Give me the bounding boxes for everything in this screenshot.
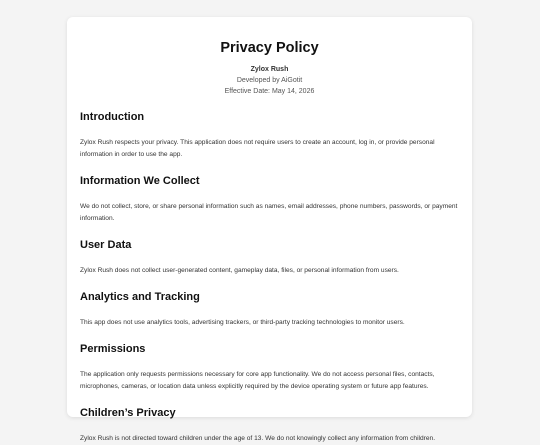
section-heading: Analytics and Tracking	[80, 291, 200, 303]
section-body: Zylox Rush is not directed toward children under the age of 13. We do not knowingly collect any information from children.	[80, 435, 436, 442]
section-body: Zylox Rush respects your privacy. This application does not require users to create an account, log in, or provide personal information in order to use the app.	[80, 139, 435, 158]
section-heading: Information We Collect	[80, 175, 200, 187]
section-body: This app does not use analytics tools, advertising trackers, or third-party tracking technologies to monitor users.	[80, 319, 405, 326]
section-introduction	[80, 111, 459, 161]
section-heading: Introduction	[80, 111, 145, 123]
effective-date: Effective Date: May 14, 2026	[224, 88, 315, 95]
section-permissions	[80, 343, 459, 393]
section-heading: Children’s Privacy	[80, 407, 176, 419]
policy-card	[67, 17, 472, 442]
section-heading: Permissions	[80, 343, 146, 355]
section-information-we-collect	[80, 175, 459, 225]
section-childrens-privacy	[80, 407, 459, 445]
section-analytics-and-tracking	[80, 291, 459, 329]
section-user-data	[80, 239, 459, 277]
section-body: The application only requests permissions necessary for core app functionality. We do not access personal files, contacts, microphones, cameras, or location data unless explicitly required by the device operating system or future app features.	[80, 371, 435, 390]
section-body: Zylox Rush does not collect user-generated content, gameplay data, files, or personal information from users.	[80, 267, 399, 274]
section-heading: User Data	[80, 239, 132, 251]
policy-header	[80, 39, 459, 97]
page-title: Privacy Policy	[220, 40, 319, 56]
developer-line: Developed by AiGotit	[236, 77, 303, 84]
section-body: We do not collect, store, or share personal information such as names, email addresses, phone numbers, passwords, or payment information.	[80, 203, 458, 222]
app-name: Zylox Rush	[250, 66, 289, 73]
